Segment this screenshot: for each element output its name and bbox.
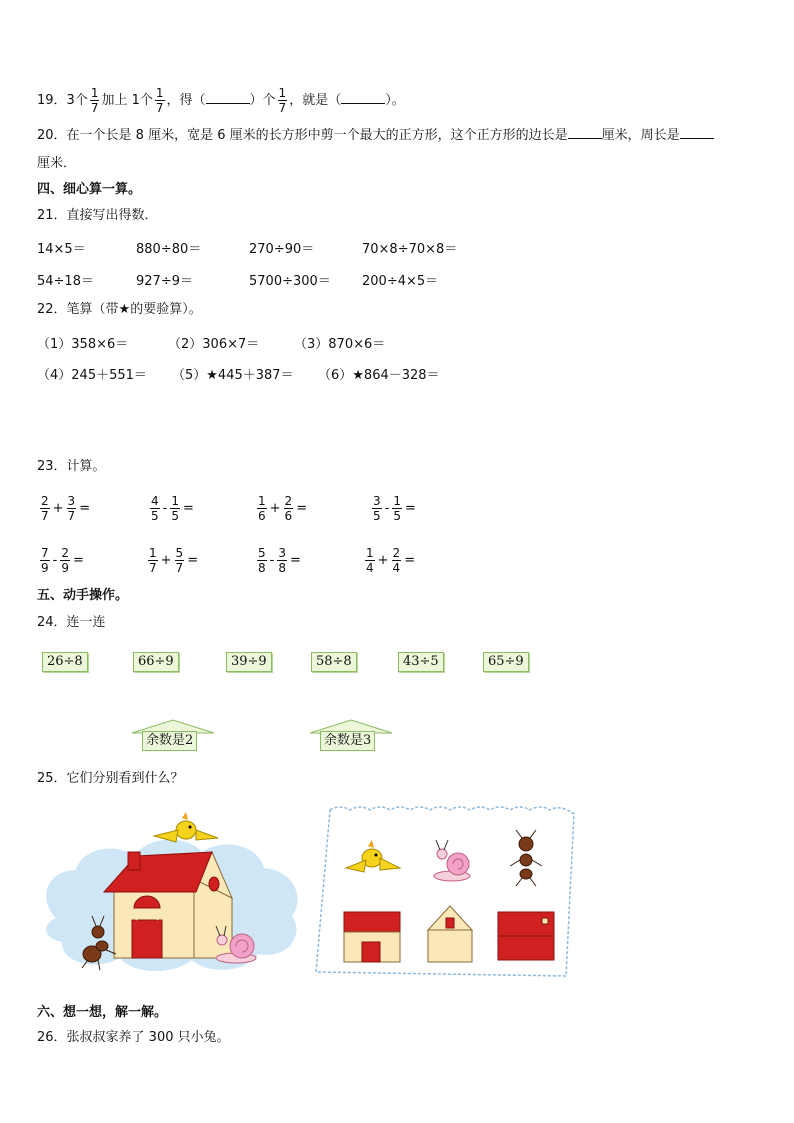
section-heading: 六、想一想，解一解。 (37, 1005, 168, 1020)
calc-item: 5700÷300＝ (249, 274, 331, 289)
division-card[interactable]: 66÷9 (133, 652, 179, 672)
calc-item: （6）★864－328＝ (318, 368, 440, 383)
answer-card (310, 800, 584, 982)
calc-item: （4）245＋551＝ (37, 368, 147, 383)
section-heading: 四、细心算一算。 (37, 182, 142, 197)
calc-item: 270÷90＝ (249, 242, 315, 257)
calc-item: 927÷9＝ (136, 274, 193, 289)
fraction-expression: $\frac{5}{8}$ - $\frac{3}{8}$ = (258, 546, 301, 575)
question-23-title: 23．计算。 (37, 459, 106, 474)
calc-item: （5）★445＋387＝ (172, 368, 294, 383)
calc-item: 70×8÷70×8＝ (362, 242, 458, 257)
question-20: 20．在一个长是 8 厘米，宽是 6 厘米的长方形中剪一个最大的正方形，这个正方形的边长是 厘米，周长是 (37, 125, 714, 145)
fraction-expression: $\frac{3}{5}$ - $\frac{1}{5}$ = (373, 494, 416, 523)
division-card[interactable]: 26÷8 (42, 652, 88, 672)
question-22-title: 22．笔算（带★的要验算）。 (37, 302, 202, 317)
fraction: $\frac{1}{7}$ (155, 86, 164, 115)
section-heading: 五、动手操作。 (37, 588, 129, 603)
division-card[interactable]: 65÷9 (483, 652, 529, 672)
calc-item: 880÷80＝ (136, 242, 202, 257)
calc-item: （3）870×6＝ (294, 337, 386, 352)
fraction-expression: $\frac{7}{9}$ - $\frac{2}{9}$ = (41, 546, 84, 575)
answer-blank[interactable] (680, 125, 714, 139)
division-card[interactable]: 39÷9 (226, 652, 272, 672)
question-24-title: 24．连一连 (37, 615, 106, 630)
fraction-expression: $\frac{1}{7}$ + $\frac{5}{7}$ = (149, 546, 199, 575)
division-card[interactable]: 58÷8 (311, 652, 357, 672)
calc-item: （1）358×6＝ (37, 337, 129, 352)
house-front-view-icon (344, 912, 400, 962)
question-20-cont: 厘米． (37, 156, 77, 171)
remainder-house-label[interactable]: 余数是2 (142, 731, 197, 751)
fraction-expression: $\frac{1}{4}$ + $\frac{2}{4}$ = (366, 546, 416, 575)
fraction-expression: $\frac{2}{7}$ + $\frac{3}{7}$ = (41, 494, 91, 523)
calc-item: 14×5＝ (37, 242, 86, 257)
calc-item: 200÷4×5＝ (362, 274, 439, 289)
house-top-view-icon (498, 912, 554, 960)
remainder-house-label[interactable]: 余数是3 (320, 731, 375, 751)
question-19: 19．3个 $\frac{1}{7}$ 加上 1个 $\frac{1}{7}$ ，得（ ）个 $\frac{1}{7}$ ，就是（ ）。 (37, 86, 405, 115)
bird-icon (154, 812, 218, 842)
calc-item: （2）306×7＝ (168, 337, 260, 352)
question-21-title: 21．直接写出得数． (37, 208, 158, 223)
question-25-title: 25．它们分别看到什么？ (37, 771, 184, 786)
fraction-expression: $\frac{4}{5}$ - $\frac{1}{5}$ = (151, 494, 194, 523)
house-door (132, 920, 162, 958)
division-card[interactable]: 43÷5 (398, 652, 444, 672)
answer-blank[interactable] (341, 90, 385, 104)
question-26: 26．张叔叔家养了 300 只小兔。 (37, 1030, 230, 1045)
scene-illustration (36, 808, 308, 978)
calc-item: 54÷18＝ (37, 274, 94, 289)
fraction-expression: $\frac{1}{6}$ + $\frac{2}{6}$ = (258, 494, 308, 523)
answer-blank[interactable] (206, 90, 250, 104)
fraction: $\frac{1}{7}$ (90, 86, 99, 115)
fraction: $\frac{1}{7}$ (278, 86, 287, 115)
answer-blank[interactable] (568, 125, 602, 139)
